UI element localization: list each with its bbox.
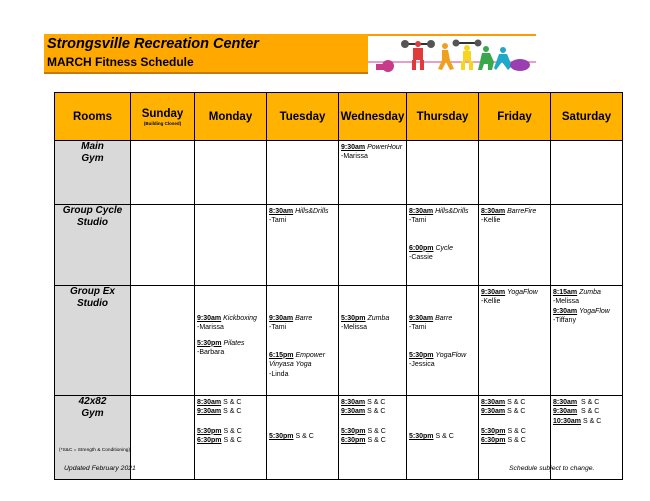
class-time: 5:30pm [269,433,294,440]
class-time: 6:00pm [409,244,434,252]
class-name: Empower [295,351,326,359]
class-instructor: -Tami [269,217,287,225]
class-name: Hills&Drills [295,208,329,215]
class-time: 6:15pm [269,351,294,359]
cell-groupex-wed [339,286,407,396]
class-name: Pilates [223,339,245,347]
class-time: 9:30am [409,315,434,322]
cell-main-wed [339,141,407,205]
class-instructor: -Barbara [197,349,225,357]
sunday-closed-note: (Building Closed) [143,120,182,126]
class-name: S & C [435,433,454,440]
class-instructor: -Tami [409,324,427,332]
class-name: YogaFlow [579,307,610,315]
class-time: 8:15am [553,289,578,296]
cell-main-mon [195,141,267,205]
cell-gym42-mon [195,396,267,480]
class-time: 8:30am [481,399,506,406]
class-instructor: -Marissa [341,153,368,161]
class-name: PowerHour [367,144,403,151]
class-time: 9:30am [341,408,366,416]
col-header-wednesday: Wednesday [339,93,407,141]
class-name: S & C [507,437,526,445]
cell-main-sun [131,141,195,205]
header-underline [44,72,368,74]
class-time: 8:30am [341,399,366,406]
class-name: S & C [367,408,386,416]
class-name: Hills&Drills [435,208,469,215]
class-time: 9:30am [553,307,578,315]
room-gym42-line2: Gym [81,407,104,419]
row-main-gym [55,141,623,205]
class-time: 9:30am [341,144,366,151]
page-subtitle: MARCH Fitness Schedule [47,55,194,69]
class-name: YogaFlow [507,289,538,296]
room-groupex-studio [55,286,131,396]
class-instructor: -Kellie [481,298,501,306]
class-name: S & C [507,399,526,406]
class-time: 9:30am [269,315,294,322]
cell-groupex-mon [195,286,267,396]
class-time: 9:30am [553,408,578,416]
cell-main-sat [551,141,623,205]
class-time: 5:30pm [197,427,222,435]
cell-main-tue [267,141,339,205]
fitness-people-banner [368,34,536,74]
class-instructor: -Cassie [409,254,433,262]
class-instructor: -Marissa [197,324,224,332]
class-time: 6:30pm [481,437,506,445]
class-time: 8:30am [553,399,578,406]
class-time: 9:30am [197,408,222,416]
cell-gym42-sun [131,396,195,480]
sunday-label: Sunday [141,107,184,120]
room-gym42-line1: 42x82 [78,396,107,407]
cell-groupex-fri [479,286,551,396]
class-name: S & C [507,408,526,416]
class-instructor: -Melissa [341,324,368,332]
class-instructor: -Linda [269,370,289,378]
class-instructor: -Tami [409,217,427,225]
class-name: S & C [223,427,242,435]
class-time: 5:30pm [197,339,222,347]
updated-date: Updated February 2021 [64,465,136,472]
cell-cycle-tue [267,205,339,286]
class-name: Kickboxing [223,315,257,322]
class-time: 6:30pm [197,437,222,445]
class-time: 6:30pm [341,437,366,445]
class-name: Barre [295,315,313,322]
cell-main-fri [479,141,551,205]
class-name: Cycle [435,244,453,252]
header [44,34,536,74]
class-name: Barre [435,315,453,322]
class-time: 10:30am [553,417,582,425]
class-name: S & C [223,408,242,416]
col-header-monday: Monday [195,93,267,141]
class-time: 8:30am [481,208,506,215]
header-row [55,93,623,141]
class-name: S & C [581,408,600,416]
cell-cycle-sun [131,205,195,286]
class-name: S & C [367,437,386,445]
class-name: Zumba [579,289,601,296]
col-header-sunday [131,93,195,141]
cell-cycle-wed [339,205,407,286]
fitness-people-icon [368,36,536,74]
col-header-thursday: Thursday [407,93,479,141]
col-header-saturday: Saturday [551,93,623,141]
class-time: 5:30pm [409,433,434,440]
class-time: 5:30pm [341,427,366,435]
row-cycle-studio [55,205,623,286]
cell-cycle-sat [551,205,623,286]
room-main-gym-line2: Gym [81,152,104,164]
col-header-friday: Friday [479,93,551,141]
cell-gym42-thu [407,396,479,480]
class-time: 9:30am [481,289,506,296]
cell-groupex-tue [267,286,339,396]
schedule-disclaimer: Schedule subject to change. [509,465,595,472]
class-name-line2: Vinyasa Yoga [269,361,312,369]
room-cycle-line2: Studio [76,216,109,228]
room-groupex-line1: Group Ex [69,286,115,297]
room-cycle-line1: Group Cycle [62,205,123,216]
header-title-block [44,34,368,72]
cell-gym42-wed [339,396,407,480]
class-name: S & C [223,399,242,406]
cell-cycle-mon [195,205,267,286]
col-header-rooms: Rooms [55,93,131,141]
class-instructor: -Kellie [481,217,501,225]
class-time: 5:30pm [481,427,506,435]
class-name: S & C [582,417,602,425]
class-time: 9:30am [481,408,506,416]
class-name: BarreFire [507,208,537,215]
class-instructor: -Tami [269,324,287,332]
class-time: 8:30am [197,399,222,406]
class-instructor: -Melissa [553,298,580,306]
room-cycle-studio [55,205,131,286]
page-title: Strongsville Recreation Center [47,36,259,52]
class-name: Zumba [367,315,390,322]
class-time: 8:30am [269,208,294,215]
schedule-table [54,92,623,480]
class-name: YogaFlow [435,351,467,359]
class-instructor: -Tiffany [553,317,576,325]
class-name: S & C [367,427,386,435]
class-name: S & C [367,399,386,406]
cell-gym42-tue [267,396,339,480]
row-groupex-studio [55,286,623,396]
room-main-gym-line1: Main [81,141,104,152]
sc-legend-note: (*S&C = Strength & Conditioning) [59,448,131,453]
cell-main-thu [407,141,479,205]
class-instructor: -Jessica [409,361,435,369]
class-name: S & C [507,427,526,435]
cell-cycle-thu [407,205,479,286]
class-time: 5:30pm [341,315,366,322]
cell-groupex-thu [407,286,479,396]
class-name: S & C [223,437,242,445]
class-name: S & C [295,433,314,440]
room-groupex-line2: Studio [76,297,109,309]
cell-groupex-sat [551,286,623,396]
class-time: 8:30am [409,208,434,215]
class-time: 9:30am [197,315,222,322]
cell-groupex-sun [131,286,195,396]
class-time: 5:30pm [409,351,434,359]
col-header-tuesday: Tuesday [267,93,339,141]
cell-cycle-fri [479,205,551,286]
class-name: S & C [581,399,600,406]
room-main-gym [55,141,131,205]
